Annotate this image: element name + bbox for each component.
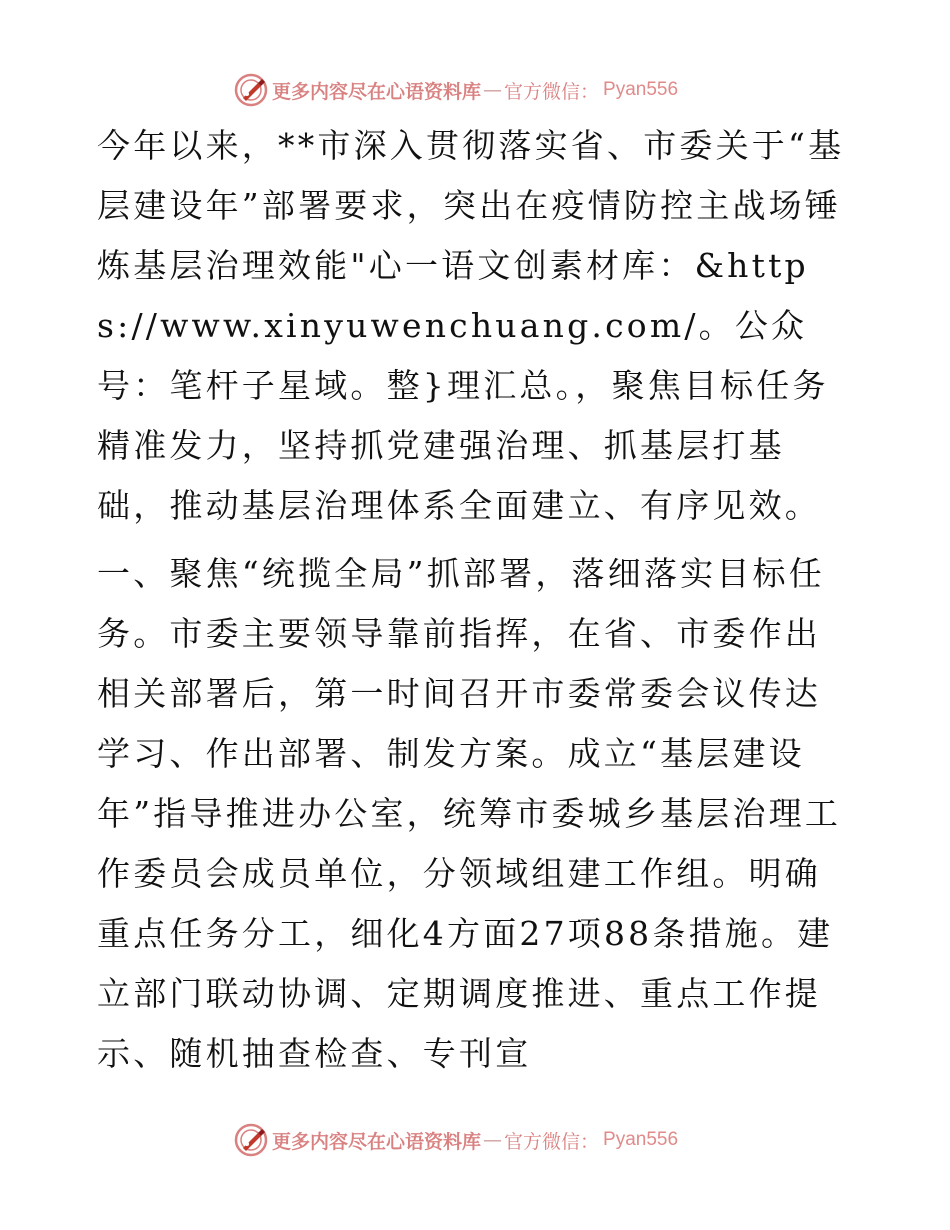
watermark-separator: — <box>483 1129 503 1151</box>
footer-watermark <box>234 1122 754 1158</box>
watermark-separator: — <box>483 79 503 101</box>
library-logo-icon <box>234 73 268 107</box>
watermark-wechat-id: Pyan556 <box>603 79 679 100</box>
watermark-official-label: 官方微信： <box>504 80 600 103</box>
watermark-official-label: 官方微信： <box>504 1130 600 1153</box>
watermark-title: 更多内容尽在心语资料库 <box>272 80 482 103</box>
paragraph-intro: 今年以来，**市深入贯彻落实省、市委关于“基层建设年”部署要求，突出在疫情防控主战场锤炼基层治理效能"心一语文创素材库：&https://www.xinyuwenchuang.com/。公众号：笔杆子星域。整}理汇总。，聚焦目标任务精准发力，坚持抓党建强治理、抓基层打基础，推动基层治理体系全面建立、有序见效。 <box>97 126 845 525</box>
header-watermark <box>234 72 754 108</box>
library-logo-icon <box>234 1123 268 1157</box>
document-body <box>97 116 857 1084</box>
watermark-title: 更多内容尽在心语资料库 <box>272 1130 482 1153</box>
paragraph-section-one: 一、聚焦“统揽全局”抓部署，落细落实目标任务。市委主要领导靠前指挥，在省、市委作出相关部署后，第一时间召开市委常委会议传达学习、作出部署、制发方案。成立“基层建设年”指导推进办公室，统筹市委城乡基层治理工作委员会成员单位，分领域组建工作组。明确重点任务分工，细化4方面27项88条措施。建立部门联动协调、定期调度推进、重点工作提示、随机抽查检查、专刊宣 <box>97 554 842 1073</box>
watermark-wechat-id: Pyan556 <box>603 1129 679 1150</box>
